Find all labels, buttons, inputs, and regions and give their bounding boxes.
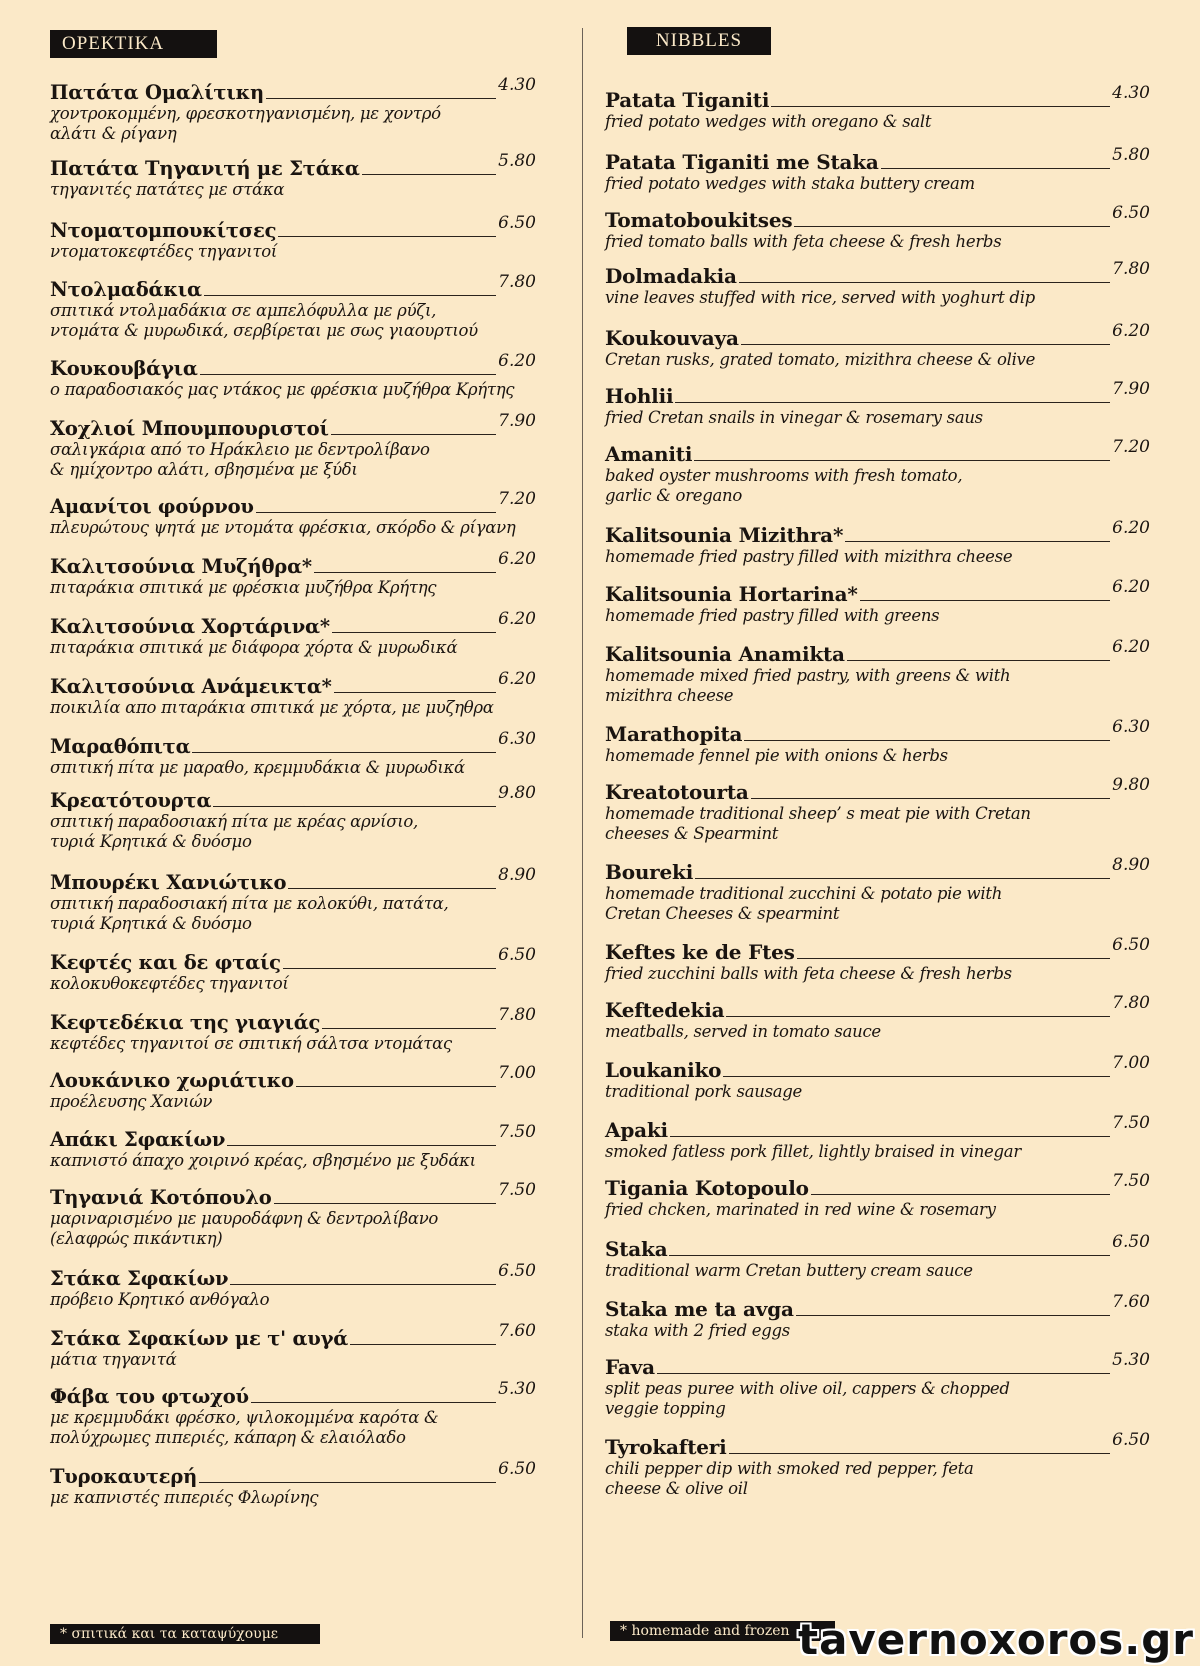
menu-item-price: 6.50 bbox=[1112, 935, 1150, 955]
menu-item-row bbox=[605, 1292, 1150, 1321]
menu-item-price: 7.90 bbox=[498, 411, 536, 431]
menu-item-description: ντοματοκεφτέδες τηγανιτοί bbox=[50, 242, 278, 261]
menu-item bbox=[50, 351, 536, 400]
dotted-leader-line bbox=[797, 958, 1110, 959]
menu-item bbox=[605, 518, 1150, 567]
menu-item-description: σπιτική πίτα με μαραθο, κρεμμυδάκια & μυρωδικά bbox=[50, 758, 465, 777]
menu-item-name: Apaki bbox=[605, 1118, 668, 1142]
menu-item-description: (ελαφρώς πικάντικη) bbox=[50, 1229, 223, 1248]
menu-item-price: 6.50 bbox=[1112, 1232, 1150, 1252]
menu-item-name: Patata Tiganiti bbox=[605, 88, 770, 112]
menu-item bbox=[605, 1113, 1150, 1162]
menu-item-name: Κεφτεδέκια της γιαγιάς bbox=[50, 1011, 321, 1034]
menu-item-name: Marathopita bbox=[605, 722, 743, 746]
menu-item-name: Staka bbox=[605, 1237, 668, 1261]
menu-item-description: ποικιλία απο πιταράκια σπιτικά με χόρτα, με μυζηθρα bbox=[50, 698, 494, 717]
menu-item bbox=[605, 437, 1150, 506]
menu-item-description: Cretan rusks, grated tomato, mizithra cheese & olive bbox=[605, 350, 1036, 369]
menu-item bbox=[50, 151, 536, 200]
menu-item-row bbox=[605, 145, 1150, 174]
menu-item-description: cheeses & Spearmint bbox=[605, 824, 779, 843]
greek-footnote: * σπιτικά και τα καταψύχουμε bbox=[50, 1624, 320, 1644]
menu-item-row bbox=[605, 935, 1150, 964]
dotted-leader-line bbox=[726, 1016, 1110, 1017]
menu-item-price: 6.20 bbox=[498, 351, 536, 371]
menu-item-description: με καπνιστές πιπεριές Φλωρίνης bbox=[50, 1488, 319, 1507]
menu-item-description: homemade fried pastry filled with greens bbox=[605, 606, 940, 625]
dotted-leader-line bbox=[230, 1284, 496, 1285]
menu-item-description: κεφτέδες τηγανιτοί σε σπιτική σάλτσα ντομάτας bbox=[50, 1034, 452, 1053]
dotted-leader-line bbox=[213, 806, 496, 807]
menu-item-price: 5.30 bbox=[498, 1379, 536, 1399]
menu-item bbox=[605, 775, 1150, 844]
menu-item-description: fried zucchini balls with feta cheese & fresh herbs bbox=[605, 964, 1012, 983]
menu-item-row bbox=[605, 717, 1150, 746]
menu-item-row bbox=[605, 775, 1150, 804]
menu-item bbox=[605, 855, 1150, 924]
menu-item bbox=[605, 83, 1150, 132]
menu-item-row bbox=[50, 1063, 536, 1092]
menu-item-name: Καλιτσούνια Ανάμεικτα* bbox=[50, 675, 332, 698]
dotted-leader-line bbox=[669, 1255, 1110, 1256]
menu-item-description: ντομάτα & μυρωδικά, σερβίρεται με σως γιαουρτιού bbox=[50, 321, 478, 340]
dotted-leader-line bbox=[845, 541, 1110, 542]
menu-item bbox=[50, 411, 536, 480]
menu-item-row bbox=[50, 1459, 536, 1488]
menu-item-name: Πατάτα Τηγανιτή με Στάκα bbox=[50, 157, 360, 180]
menu-item-price: 8.90 bbox=[498, 865, 536, 885]
menu-item-row bbox=[605, 1430, 1150, 1459]
menu-item-description: vine leaves stuffed with rice, served with yoghurt dip bbox=[605, 288, 1035, 307]
menu-item-row bbox=[50, 865, 536, 894]
menu-item-name: Kreatotourta bbox=[605, 780, 749, 804]
english-section-title: NIBBLES bbox=[627, 27, 771, 55]
menu-item-name: Boureki bbox=[605, 860, 694, 884]
menu-item-description: cheese & olive oil bbox=[605, 1479, 748, 1498]
menu-item bbox=[50, 1122, 536, 1171]
menu-item bbox=[605, 203, 1150, 252]
menu-item-price: 9.80 bbox=[498, 783, 536, 803]
menu-item-name: Πατάτα Ομαλίτικη bbox=[50, 81, 264, 104]
menu-item bbox=[50, 783, 536, 852]
menu-item bbox=[605, 259, 1150, 308]
dotted-leader-line bbox=[729, 1453, 1111, 1454]
menu-item-price: 7.00 bbox=[1112, 1053, 1150, 1073]
menu-item bbox=[50, 1063, 536, 1112]
menu-item-name: Kalitsounia Anamikta bbox=[605, 642, 845, 666]
dotted-leader-line bbox=[266, 98, 496, 99]
menu-item-price: 7.50 bbox=[498, 1180, 536, 1200]
menu-item-description: πλευρώτους ψητά με ντομάτα φρέσκια, σκόρδο & ρίγανη bbox=[50, 518, 516, 537]
menu-item-description: ο παραδοσιακός μας ντάκος με φρέσκια μυζήθρα Κρήτης bbox=[50, 380, 515, 399]
menu-item-description: fried potato wedges with oregano & salt bbox=[605, 112, 932, 131]
menu-item-row bbox=[50, 1261, 536, 1290]
menu-item-price: 7.50 bbox=[1112, 1171, 1150, 1191]
menu-item-name: Fava bbox=[605, 1355, 655, 1379]
menu-item-row bbox=[605, 83, 1150, 112]
menu-item-name: Μπουρέκι Χανιώτικο bbox=[50, 871, 287, 894]
menu-item-description: τυριά Κρητικά & δυόσμο bbox=[50, 832, 252, 851]
dotted-leader-line bbox=[796, 1315, 1110, 1316]
menu-item bbox=[50, 1321, 536, 1370]
menu-item-name: Καλιτσούνια Χορτάρινα* bbox=[50, 615, 330, 638]
menu-item-description: traditional pork sausage bbox=[605, 1082, 803, 1101]
dotted-leader-line bbox=[283, 968, 496, 969]
menu-item-row bbox=[50, 945, 536, 974]
menu-item-name: Staka me ta avga bbox=[605, 1297, 794, 1321]
menu-item-row bbox=[50, 609, 536, 638]
menu-item bbox=[605, 1232, 1150, 1281]
menu-item-price: 7.50 bbox=[498, 1122, 536, 1142]
menu-item bbox=[50, 213, 536, 262]
menu-item-description: σπιτική παραδοσιακή πίτα με κολοκύθι, πατάτα, bbox=[50, 894, 449, 913]
menu-item-description: πολύχρωμες πιπεριές, κάπαρη & ελαιόλαδο bbox=[50, 1428, 406, 1447]
dotted-leader-line bbox=[362, 174, 496, 175]
menu-item-price: 7.60 bbox=[1112, 1292, 1150, 1312]
menu-item-name: Κρεατότουρτα bbox=[50, 789, 212, 812]
menu-item-description: σπιτική παραδοσιακή πίτα με κρέας αρνίσιο, bbox=[50, 812, 418, 831]
menu-item-price: 7.80 bbox=[498, 272, 536, 292]
menu-item-row bbox=[50, 213, 536, 242]
column-divider bbox=[582, 28, 583, 1638]
dotted-leader-line bbox=[334, 692, 497, 693]
menu-item-description: homemade traditional zucchini & potato pie with bbox=[605, 884, 1003, 903]
menu-item bbox=[50, 1005, 536, 1054]
menu-item-name: Φάβα του φτωχού bbox=[50, 1385, 249, 1408]
menu-item-name: Tigania Kotopoulo bbox=[605, 1176, 809, 1200]
menu-item bbox=[605, 1350, 1150, 1419]
menu-item-row bbox=[50, 489, 536, 518]
menu-item-row bbox=[605, 379, 1150, 408]
menu-item-name: Keftes ke de Ftes bbox=[605, 940, 795, 964]
menu-item-description: κολοκυθοκεφτέδες τηγανιτοί bbox=[50, 974, 289, 993]
menu-item-description: garlic & oregano bbox=[605, 486, 743, 505]
menu-item bbox=[50, 865, 536, 934]
menu-item-description: μαριναρισμένο με μαυροδάφνη & δεντρολίβανο bbox=[50, 1209, 439, 1228]
menu-item-row bbox=[605, 577, 1150, 606]
menu-item-description: baked oyster mushrooms with fresh tomato, bbox=[605, 466, 963, 485]
menu-item-price: 6.50 bbox=[1112, 1430, 1150, 1450]
dotted-leader-line bbox=[332, 632, 496, 633]
menu-item-price: 8.90 bbox=[1112, 855, 1150, 875]
menu-item bbox=[50, 729, 536, 778]
menu-item bbox=[605, 577, 1150, 626]
menu-item-name: Keftedekia bbox=[605, 998, 725, 1022]
menu-item-price: 7.00 bbox=[498, 1063, 536, 1083]
menu-item-row bbox=[50, 1379, 536, 1408]
menu-item bbox=[605, 1171, 1150, 1220]
dotted-leader-line bbox=[296, 1086, 496, 1087]
menu-item-name: Μαραθόπιτα bbox=[50, 735, 191, 758]
menu-item-row bbox=[605, 855, 1150, 884]
dotted-leader-line bbox=[751, 798, 1111, 799]
dotted-leader-line bbox=[794, 226, 1110, 227]
dotted-leader-line bbox=[227, 1145, 496, 1146]
menu-item-name: Patata Tiganiti me Staka bbox=[605, 150, 879, 174]
menu-item bbox=[605, 379, 1150, 428]
menu-item bbox=[605, 1430, 1150, 1499]
menu-item-name: Απάκι Σφακίων bbox=[50, 1128, 226, 1151]
menu-item-price: 7.50 bbox=[1112, 1113, 1150, 1133]
menu-item-description: fried tomato balls with feta cheese & fresh herbs bbox=[605, 232, 1002, 251]
menu-item-name: Τυροκαυτερή bbox=[50, 1465, 198, 1488]
dotted-leader-line bbox=[771, 106, 1110, 107]
menu-item-name: Στάκα Σφακίων με τ' αυγά bbox=[50, 1327, 349, 1350]
menu-item-row bbox=[605, 1053, 1150, 1082]
menu-item bbox=[605, 717, 1150, 766]
menu-item-price: 6.50 bbox=[498, 213, 536, 233]
menu-item-description: σπιτικά ντολμαδάκια σε αμπελόφυλλα με ρύζι, bbox=[50, 301, 437, 320]
menu-item-name: Hohlii bbox=[605, 384, 674, 408]
menu-item-description: split peas puree with olive oil, cappers & chopped bbox=[605, 1379, 1010, 1398]
menu-item bbox=[50, 549, 536, 598]
menu-item-price: 7.20 bbox=[498, 489, 536, 509]
menu-item-name: Κουκουβάγια bbox=[50, 357, 198, 380]
menu-item-price: 7.80 bbox=[1112, 993, 1150, 1013]
menu-item-name: Tomatoboukitses bbox=[605, 208, 793, 232]
menu-item-description: μάτια τηγανιτά bbox=[50, 1350, 177, 1369]
dotted-leader-line bbox=[322, 1028, 496, 1029]
menu-item-description: mizithra cheese bbox=[605, 686, 734, 705]
menu-item-description: τυριά Κρητικά & δυόσμο bbox=[50, 914, 252, 933]
menu-item-name: Ντοματομπουκίτσες bbox=[50, 219, 277, 242]
menu-item bbox=[605, 1053, 1150, 1102]
menu-item bbox=[50, 609, 536, 658]
menu-item-description: fried chcken, marinated in red wine & rosemary bbox=[605, 1200, 996, 1219]
menu-item-price: 6.50 bbox=[1112, 203, 1150, 223]
menu-item-name: Καλιτσούνια Μυζήθρα* bbox=[50, 555, 312, 578]
menu-item-description: πιταράκια σπιτικά με φρέσκια μυζήθρα Κρήτης bbox=[50, 578, 437, 597]
menu-item-row bbox=[50, 351, 536, 380]
dotted-leader-line bbox=[199, 1482, 496, 1483]
menu-item-price: 6.20 bbox=[1112, 518, 1150, 538]
menu-item-name: Kalitsounia Hortarina* bbox=[605, 582, 858, 606]
menu-item-row bbox=[50, 411, 536, 440]
menu-item-price: 5.80 bbox=[1112, 145, 1150, 165]
dotted-leader-line bbox=[744, 740, 1110, 741]
menu-item-price: 7.90 bbox=[1112, 379, 1150, 399]
menu-item-description: traditional warm Cretan buttery cream sauce bbox=[605, 1261, 973, 1280]
watermark-logo: tavernoxoros.gr bbox=[798, 1615, 1194, 1664]
dotted-leader-line bbox=[314, 572, 496, 573]
dotted-leader-line bbox=[723, 1076, 1110, 1077]
menu-item-description: πιταράκια σπιτικά με διάφορα χόρτα & μυρωδικά bbox=[50, 638, 458, 657]
menu-item-row bbox=[605, 259, 1150, 288]
dotted-leader-line bbox=[811, 1194, 1110, 1195]
menu-item-price: 6.20 bbox=[1112, 577, 1150, 597]
dotted-leader-line bbox=[204, 295, 496, 296]
menu-item-row bbox=[50, 151, 536, 180]
dotted-leader-line bbox=[251, 1402, 496, 1403]
menu-item bbox=[50, 489, 536, 538]
menu-item-description: smoked fatless pork fillet, lightly braised in vinegar bbox=[605, 1142, 1021, 1161]
menu-item-row bbox=[605, 437, 1150, 466]
dotted-leader-line bbox=[288, 888, 496, 889]
dotted-leader-line bbox=[739, 282, 1110, 283]
menu-item-description: αλάτι & ρίγανη bbox=[50, 124, 177, 143]
menu-item-row bbox=[605, 1171, 1150, 1200]
menu-item-row bbox=[50, 729, 536, 758]
menu-item-price: 6.30 bbox=[498, 729, 536, 749]
menu-item-row bbox=[50, 1321, 536, 1350]
menu-item-row bbox=[50, 783, 536, 812]
menu-item-price: 6.20 bbox=[1112, 321, 1150, 341]
dotted-leader-line bbox=[695, 878, 1110, 879]
menu-item-price: 6.20 bbox=[1112, 637, 1150, 657]
menu-item-name: Στάκα Σφακίων bbox=[50, 1267, 229, 1290]
menu-item bbox=[50, 75, 536, 144]
menu-item-description: chili pepper dip with smoked red pepper, feta bbox=[605, 1459, 974, 1478]
dotted-leader-line bbox=[256, 512, 496, 513]
menu-item-price: 9.80 bbox=[1112, 775, 1150, 795]
dotted-leader-line bbox=[200, 374, 496, 375]
menu-item-row bbox=[50, 272, 536, 301]
dotted-leader-line bbox=[670, 1136, 1110, 1137]
menu-item-description: veggie topping bbox=[605, 1399, 726, 1418]
menu-item-price: 6.50 bbox=[498, 1459, 536, 1479]
menu-item bbox=[605, 993, 1150, 1042]
menu-item bbox=[605, 145, 1150, 194]
dotted-leader-line bbox=[192, 752, 496, 753]
menu-item-row bbox=[605, 1350, 1150, 1379]
menu-item-row bbox=[50, 1122, 536, 1151]
dotted-leader-line bbox=[741, 344, 1110, 345]
menu-item-price: 4.30 bbox=[1112, 83, 1150, 103]
menu-item-name: Amaniti bbox=[605, 442, 693, 466]
menu-item bbox=[50, 1180, 536, 1249]
menu-item-description: homemade mixed fried pastry, with greens & with bbox=[605, 666, 1011, 685]
dotted-leader-line bbox=[881, 168, 1110, 169]
menu-item-description: meatballs, served in tomato sauce bbox=[605, 1022, 881, 1041]
menu-item-price: 7.20 bbox=[1112, 437, 1150, 457]
menu-item-row bbox=[605, 1113, 1150, 1142]
menu-item bbox=[50, 1459, 536, 1508]
menu-item-description: fried Cretan snails in vinegar & rosemary saus bbox=[605, 408, 983, 427]
menu-item-name: Kalitsounia Mizithra* bbox=[605, 523, 844, 547]
menu-item-name: Loukaniko bbox=[605, 1058, 722, 1082]
menu-item-row bbox=[50, 1005, 536, 1034]
dotted-leader-line bbox=[278, 236, 496, 237]
menu-item-description: homemade fennel pie with onions & herbs bbox=[605, 746, 948, 765]
dotted-leader-line bbox=[274, 1203, 497, 1204]
menu-item-description: με κρεμμυδάκι φρέσκο, ψιλοκομμένα καρότα & bbox=[50, 1408, 439, 1427]
menu-item-price: 6.50 bbox=[498, 1261, 536, 1281]
menu-item bbox=[50, 1379, 536, 1448]
menu-item-price: 6.50 bbox=[498, 945, 536, 965]
menu-item-row bbox=[605, 321, 1150, 350]
menu-item bbox=[50, 1261, 536, 1310]
menu-item bbox=[605, 935, 1150, 984]
menu-item-row bbox=[605, 637, 1150, 666]
menu-item-description: homemade fried pastry filled with mizithra cheese bbox=[605, 547, 1013, 566]
dotted-leader-line bbox=[847, 660, 1110, 661]
menu-item-name: Ντολμαδάκια bbox=[50, 278, 202, 301]
menu-item-description: πρόβειο Κρητικό ανθόγαλο bbox=[50, 1290, 270, 1309]
menu-item-description: καπνιστό άπαχο χοιρινό κρέας, σβησμένο με ξυδάκι bbox=[50, 1151, 476, 1170]
menu-item-price: 6.20 bbox=[498, 609, 536, 629]
menu-item-row bbox=[50, 669, 536, 698]
menu-item-price: 7.80 bbox=[1112, 259, 1150, 279]
menu-item-name: Χοχλιοί Μπουμπουριστοί bbox=[50, 417, 329, 440]
menu-item-name: Tyrokafteri bbox=[605, 1435, 727, 1459]
menu-item-name: Τηγανιά Κοτόπουλο bbox=[50, 1186, 272, 1209]
dotted-leader-line bbox=[860, 600, 1110, 601]
menu-item-description: & ημίχοντρο αλάτι, σβησμένα με ξύδι bbox=[50, 460, 358, 479]
menu-item-row bbox=[605, 993, 1150, 1022]
greek-section-title: ΟΡΕΚΤΙΚΑ bbox=[50, 30, 217, 58]
menu-item-price: 7.80 bbox=[498, 1005, 536, 1025]
menu-item-row bbox=[605, 1232, 1150, 1261]
menu-item bbox=[50, 945, 536, 994]
menu-item bbox=[605, 1292, 1150, 1341]
menu-item bbox=[50, 669, 536, 718]
dotted-leader-line bbox=[331, 434, 496, 435]
dotted-leader-line bbox=[350, 1344, 496, 1345]
menu-item-description: Cretan Cheeses & spearmint bbox=[605, 904, 840, 923]
menu-item bbox=[50, 272, 536, 341]
menu-item-description: χοντροκομμένη, φρεσκοτηγανισμένη, με χοντρό bbox=[50, 104, 441, 123]
menu-item bbox=[605, 637, 1150, 706]
menu-item-description: homemade traditional sheep’ s meat pie with Cretan bbox=[605, 804, 1031, 823]
menu-item-price: 6.20 bbox=[498, 669, 536, 689]
menu-item-row bbox=[50, 549, 536, 578]
menu-item-name: Αμανίτοι φούρνου bbox=[50, 495, 254, 518]
dotted-leader-line bbox=[657, 1373, 1110, 1374]
dotted-leader-line bbox=[675, 402, 1110, 403]
menu-item-row bbox=[50, 1180, 536, 1209]
menu-item-name: Κεφτές και δε φταίς bbox=[50, 951, 281, 974]
menu-item-price: 5.30 bbox=[1112, 1350, 1150, 1370]
menu-item-price: 6.20 bbox=[498, 549, 536, 569]
menu-item-price: 7.60 bbox=[498, 1321, 536, 1341]
menu-item-price: 4.30 bbox=[498, 75, 536, 95]
menu-item-row bbox=[50, 75, 536, 104]
menu-item-description: τηγανιτές πατάτες με στάκα bbox=[50, 180, 285, 199]
menu-item-name: Λουκάνικο χωριάτικο bbox=[50, 1069, 294, 1092]
menu-item-price: 5.80 bbox=[498, 151, 536, 171]
dotted-leader-line bbox=[694, 460, 1110, 461]
menu-item-name: Koukouvaya bbox=[605, 326, 739, 350]
english-footnote: * homemade and frozen bbox=[610, 1621, 835, 1641]
menu-item-description: staka with 2 fried eggs bbox=[605, 1321, 790, 1340]
menu-item-row bbox=[605, 518, 1150, 547]
menu-item-description: σαλιγκάρια από το Ηράκλειο με δεντρολίβανο bbox=[50, 440, 430, 459]
menu-item-description: προέλευσης Χανιών bbox=[50, 1092, 213, 1111]
menu-item-name: Dolmadakia bbox=[605, 264, 737, 288]
menu-item-description: fried potato wedges with staka buttery cream bbox=[605, 174, 975, 193]
menu-item-row bbox=[605, 203, 1150, 232]
menu-item-price: 6.30 bbox=[1112, 717, 1150, 737]
menu-item bbox=[605, 321, 1150, 370]
